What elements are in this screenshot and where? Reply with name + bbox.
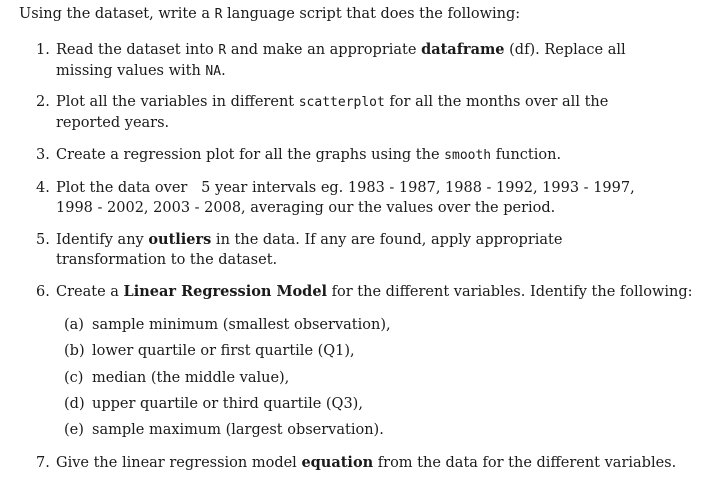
text-part: in the data. If any are found, apply appropriate transformation to the dataset. (56, 232, 563, 268)
task-text (56, 230, 656, 270)
subitem-label: (e) (64, 422, 84, 438)
task-number: 6. (36, 284, 50, 300)
task-number: 4. (36, 180, 50, 196)
task-item-1 (36, 40, 656, 82)
task-text (56, 92, 656, 133)
task-number: 2. (36, 94, 50, 110)
task-item-2 (36, 92, 656, 133)
subitem-text: sample maximum (largest observation). (92, 422, 384, 438)
task-text (56, 145, 656, 166)
code-r: R (218, 43, 227, 58)
subitem-text: sample minimum (smallest observation), (92, 317, 391, 333)
task-item-5 (36, 230, 656, 270)
task-item-4 (36, 178, 656, 218)
text-part: for all the months over all the reported years. (56, 94, 609, 131)
subitem-text: median (the middle value), (92, 370, 290, 386)
subitem-label: (c) (64, 370, 84, 386)
subitem-d (64, 394, 363, 414)
text-part: from the data for the different variables. (373, 455, 677, 471)
text-part: (df). Replace all missing values with (56, 42, 626, 79)
intro-paragraph (19, 4, 699, 25)
text-part: Give the linear regression model (56, 455, 302, 471)
code-smooth: smooth (444, 148, 492, 163)
task-item-6 (36, 282, 693, 302)
text-part: . (221, 63, 226, 79)
subitem-label: (b) (64, 343, 85, 359)
task-text (56, 40, 656, 82)
text-part: Read the dataset into (56, 42, 219, 58)
subitem-a (64, 315, 391, 335)
text-part: for the different variables. Identify the following: (327, 284, 693, 300)
bold-equation: equation (301, 454, 374, 471)
task-number: 5. (36, 232, 50, 248)
code-scatterplot: scatterplot (298, 95, 385, 110)
task-text (56, 453, 696, 473)
text-part: and make an appropriate (226, 42, 422, 58)
text-part: Plot all the variables in different (56, 94, 299, 110)
intro-text-a: Using the dataset, write a (19, 6, 215, 22)
subitem-label: (a) (64, 317, 84, 333)
subitem-c (64, 368, 289, 388)
subitem-text: upper quartile or third quartile (Q3), (92, 396, 363, 412)
task-number: 7. (36, 455, 50, 471)
subitem-e (64, 420, 384, 440)
text-part: function. (491, 147, 562, 163)
task-item-3 (36, 145, 656, 166)
task-text (56, 282, 693, 302)
intro-code-r: R (214, 7, 223, 22)
intro-text-b: language script that does the following: (222, 6, 521, 22)
bold-linear-regression-model: Linear Regression Model (123, 283, 328, 300)
task-number: 1. (36, 42, 50, 58)
task-number: 3. (36, 147, 50, 163)
subitem-text: lower quartile or first quartile (Q1), (92, 343, 355, 359)
text-part: Create a regression plot for all the graphs using the (56, 147, 445, 163)
bold-outliers: outliers (148, 231, 212, 248)
task-text: Plot the data over 5 year intervals eg. 1983 - 1987, 1988 - 1992, 1993 - 1997, 1998 - 2002, 2003 - 2008, averaging our the values over the period. (56, 180, 640, 216)
text-part: Create a (56, 284, 124, 300)
subitem-label: (d) (64, 396, 85, 412)
bold-dataframe: dataframe (421, 41, 505, 58)
text-part: Identify any (56, 232, 149, 248)
code-na: NA (205, 64, 222, 79)
subitem-b (64, 341, 355, 361)
task-item-7 (36, 453, 696, 473)
